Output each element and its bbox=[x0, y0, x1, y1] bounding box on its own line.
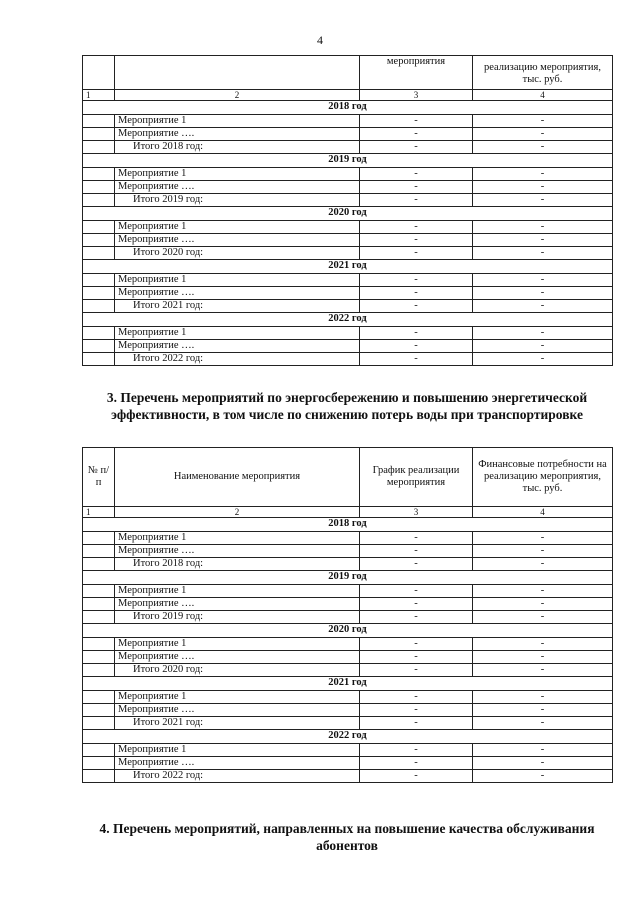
measure-name: Мероприятие …. bbox=[115, 340, 360, 353]
total-label: Итого 2022 год: bbox=[115, 770, 360, 783]
column-number: 4 bbox=[473, 90, 613, 101]
schedule-value: - bbox=[360, 664, 473, 677]
table-row bbox=[83, 691, 613, 704]
table-row bbox=[83, 664, 613, 677]
schedule-value: - bbox=[360, 691, 473, 704]
measure-name: Мероприятие …. bbox=[115, 234, 360, 247]
cost-value: - bbox=[473, 340, 613, 353]
cost-value: - bbox=[473, 585, 613, 598]
measure-name: Мероприятие 1 bbox=[115, 221, 360, 234]
table-row bbox=[83, 221, 613, 234]
column-number: 1 bbox=[83, 90, 115, 101]
table-row bbox=[83, 770, 613, 783]
row-number-cell bbox=[83, 638, 115, 651]
column-number: 2 bbox=[115, 90, 360, 101]
schedule-value: - bbox=[360, 181, 473, 194]
measure-name: Мероприятие …. bbox=[115, 545, 360, 558]
row-number-cell bbox=[83, 651, 115, 664]
cost-value: - bbox=[473, 141, 613, 154]
row-number-cell bbox=[83, 221, 115, 234]
row-number-cell bbox=[83, 194, 115, 207]
year-row bbox=[83, 101, 613, 115]
table-row bbox=[83, 141, 613, 154]
year-row bbox=[83, 207, 613, 221]
schedule-value: - bbox=[360, 194, 473, 207]
row-number-cell bbox=[83, 558, 115, 571]
section-3-title: 3. Перечень мероприятий по энергосбережению и повышению энергетической эффективности, в том числе по снижению потерь воды при транспортировке bbox=[106, 390, 588, 422]
table-row bbox=[83, 611, 613, 624]
header-cost: реализацию мероприятия, тыс. руб. bbox=[473, 56, 613, 90]
cost-value: - bbox=[473, 691, 613, 704]
table-row bbox=[83, 704, 613, 717]
schedule-value: - bbox=[360, 757, 473, 770]
row-number-cell bbox=[83, 545, 115, 558]
measure-name: Мероприятие …. bbox=[115, 757, 360, 770]
measure-name: Мероприятие 1 bbox=[115, 691, 360, 704]
total-label: Итого 2018 год: bbox=[115, 558, 360, 571]
row-number-cell bbox=[83, 717, 115, 730]
table-row bbox=[83, 128, 613, 141]
schedule-value: - bbox=[360, 234, 473, 247]
row-number-cell bbox=[83, 340, 115, 353]
cost-value: - bbox=[473, 287, 613, 300]
year-row bbox=[83, 260, 613, 274]
measure-name: Мероприятие 1 bbox=[115, 327, 360, 340]
measure-name: Мероприятие 1 bbox=[115, 274, 360, 287]
total-label: Итого 2019 год: bbox=[115, 194, 360, 207]
table-row bbox=[83, 327, 613, 340]
measure-name: Мероприятие 1 bbox=[115, 585, 360, 598]
table-row bbox=[83, 585, 613, 598]
total-label: Итого 2022 год: bbox=[115, 353, 360, 366]
schedule-value: - bbox=[360, 168, 473, 181]
table-row bbox=[83, 181, 613, 194]
column-number: 1 bbox=[83, 507, 115, 518]
year-label: 2021 год bbox=[83, 677, 613, 691]
schedule-value: - bbox=[360, 532, 473, 545]
measure-name: Мероприятие 1 bbox=[115, 638, 360, 651]
measure-name: Мероприятие 1 bbox=[115, 115, 360, 128]
year-label: 2020 год bbox=[83, 624, 613, 638]
column-number: 4 bbox=[473, 507, 613, 518]
total-label: Итого 2021 год: bbox=[115, 300, 360, 313]
schedule-value: - bbox=[360, 141, 473, 154]
cost-value: - bbox=[473, 664, 613, 677]
cost-value: - bbox=[473, 168, 613, 181]
table-header-row bbox=[83, 448, 613, 507]
table-row bbox=[83, 340, 613, 353]
measure-name: Мероприятие …. bbox=[115, 704, 360, 717]
table-row bbox=[83, 757, 613, 770]
table-row bbox=[83, 651, 613, 664]
cost-value: - bbox=[473, 327, 613, 340]
schedule-value: - bbox=[360, 585, 473, 598]
cost-value: - bbox=[473, 638, 613, 651]
measure-name: Мероприятие 1 bbox=[115, 168, 360, 181]
schedule-value: - bbox=[360, 353, 473, 366]
measure-name: Мероприятие …. bbox=[115, 598, 360, 611]
row-number-cell bbox=[83, 234, 115, 247]
cost-value: - bbox=[473, 545, 613, 558]
schedule-value: - bbox=[360, 558, 473, 571]
page-number: 4 bbox=[317, 33, 323, 47]
table-row bbox=[83, 558, 613, 571]
header-number bbox=[83, 56, 115, 90]
row-number-cell bbox=[83, 704, 115, 717]
schedule-value: - bbox=[360, 545, 473, 558]
column-number: 2 bbox=[115, 507, 360, 518]
schedule-value: - bbox=[360, 598, 473, 611]
measure-name: Мероприятие 1 bbox=[115, 744, 360, 757]
schedule-value: - bbox=[360, 327, 473, 340]
row-number-cell bbox=[83, 611, 115, 624]
column-number: 3 bbox=[360, 507, 473, 518]
table-row bbox=[83, 194, 613, 207]
cost-value: - bbox=[473, 115, 613, 128]
row-number-cell bbox=[83, 287, 115, 300]
schedule-value: - bbox=[360, 300, 473, 313]
measure-name: Мероприятие …. bbox=[115, 181, 360, 194]
row-number-cell bbox=[83, 181, 115, 194]
schedule-value: - bbox=[360, 340, 473, 353]
row-number-cell bbox=[83, 115, 115, 128]
schedule-value: - bbox=[360, 611, 473, 624]
section-4-title: 4. Перечень мероприятий, направленных на повышение качества обслуживания абонентов bbox=[99, 821, 595, 853]
total-label: Итого 2020 год: bbox=[115, 247, 360, 260]
table-row bbox=[83, 115, 613, 128]
year-label: 2018 год bbox=[83, 518, 613, 532]
schedule-value: - bbox=[360, 115, 473, 128]
cost-value: - bbox=[473, 558, 613, 571]
table-row bbox=[83, 234, 613, 247]
cost-value: - bbox=[473, 598, 613, 611]
schedule-value: - bbox=[360, 287, 473, 300]
year-row bbox=[83, 313, 613, 327]
total-label: Итого 2019 год: bbox=[115, 611, 360, 624]
cost-value: - bbox=[473, 353, 613, 366]
year-row bbox=[83, 154, 613, 168]
year-label: 2021 год bbox=[83, 260, 613, 274]
row-number-cell bbox=[83, 664, 115, 677]
cost-value: - bbox=[473, 611, 613, 624]
table-row bbox=[83, 638, 613, 651]
measure-name: Мероприятие …. bbox=[115, 287, 360, 300]
column-number: 3 bbox=[360, 90, 473, 101]
schedule-value: - bbox=[360, 770, 473, 783]
cost-value: - bbox=[473, 704, 613, 717]
row-number-cell bbox=[83, 128, 115, 141]
row-number-cell bbox=[83, 247, 115, 260]
schedule-value: - bbox=[360, 717, 473, 730]
schedule-value: - bbox=[360, 638, 473, 651]
row-number-cell bbox=[83, 770, 115, 783]
cost-value: - bbox=[473, 744, 613, 757]
year-label: 2019 год bbox=[83, 154, 613, 168]
table-row bbox=[83, 353, 613, 366]
year-row bbox=[83, 677, 613, 691]
row-number-cell bbox=[83, 585, 115, 598]
row-number-cell bbox=[83, 532, 115, 545]
schedule-value: - bbox=[360, 651, 473, 664]
column-numbers-row bbox=[83, 90, 613, 101]
cost-value: - bbox=[473, 757, 613, 770]
header-cost: Финансовые потребности на реализацию мероприятия, тыс. руб. bbox=[473, 448, 613, 507]
measures-table-continued bbox=[82, 55, 613, 366]
cost-value: - bbox=[473, 221, 613, 234]
cost-value: - bbox=[473, 194, 613, 207]
cost-value: - bbox=[473, 181, 613, 194]
table-row bbox=[83, 168, 613, 181]
header-schedule: мероприятия bbox=[360, 56, 473, 90]
year-label: 2022 год bbox=[83, 730, 613, 744]
total-label: Итого 2018 год: bbox=[115, 141, 360, 154]
cost-value: - bbox=[473, 532, 613, 545]
year-row bbox=[83, 730, 613, 744]
table-header-row bbox=[83, 56, 613, 90]
table-row bbox=[83, 545, 613, 558]
row-number-cell bbox=[83, 691, 115, 704]
header-name bbox=[115, 56, 360, 90]
measure-name: Мероприятие …. bbox=[115, 128, 360, 141]
year-label: 2019 год bbox=[83, 571, 613, 585]
table-row bbox=[83, 287, 613, 300]
cost-value: - bbox=[473, 770, 613, 783]
row-number-cell bbox=[83, 327, 115, 340]
schedule-value: - bbox=[360, 128, 473, 141]
table-row bbox=[83, 300, 613, 313]
cost-value: - bbox=[473, 128, 613, 141]
year-row bbox=[83, 571, 613, 585]
row-number-cell bbox=[83, 274, 115, 287]
table-row bbox=[83, 598, 613, 611]
row-number-cell bbox=[83, 757, 115, 770]
table-row bbox=[83, 274, 613, 287]
year-label: 2022 год bbox=[83, 313, 613, 327]
schedule-value: - bbox=[360, 247, 473, 260]
measure-name: Мероприятие …. bbox=[115, 651, 360, 664]
table-row bbox=[83, 247, 613, 260]
schedule-value: - bbox=[360, 744, 473, 757]
row-number-cell bbox=[83, 353, 115, 366]
cost-value: - bbox=[473, 234, 613, 247]
table-row bbox=[83, 744, 613, 757]
year-label: 2020 год bbox=[83, 207, 613, 221]
schedule-value: - bbox=[360, 704, 473, 717]
header-name: Наименование мероприятия bbox=[115, 448, 360, 507]
row-number-cell bbox=[83, 168, 115, 181]
energy-saving-measures-table bbox=[82, 447, 613, 783]
header-schedule: График реализации мероприятия bbox=[360, 448, 473, 507]
year-label: 2018 год bbox=[83, 101, 613, 115]
cost-value: - bbox=[473, 247, 613, 260]
table-row bbox=[83, 717, 613, 730]
row-number-cell bbox=[83, 300, 115, 313]
cost-value: - bbox=[473, 717, 613, 730]
column-numbers-row bbox=[83, 507, 613, 518]
row-number-cell bbox=[83, 744, 115, 757]
cost-value: - bbox=[473, 274, 613, 287]
schedule-value: - bbox=[360, 221, 473, 234]
row-number-cell bbox=[83, 598, 115, 611]
header-number: № п/п bbox=[83, 448, 115, 507]
total-label: Итого 2021 год: bbox=[115, 717, 360, 730]
year-row bbox=[83, 518, 613, 532]
year-row bbox=[83, 624, 613, 638]
table-row bbox=[83, 532, 613, 545]
total-label: Итого 2020 год: bbox=[115, 664, 360, 677]
measure-name: Мероприятие 1 bbox=[115, 532, 360, 545]
schedule-value: - bbox=[360, 274, 473, 287]
cost-value: - bbox=[473, 300, 613, 313]
cost-value: - bbox=[473, 651, 613, 664]
row-number-cell bbox=[83, 141, 115, 154]
